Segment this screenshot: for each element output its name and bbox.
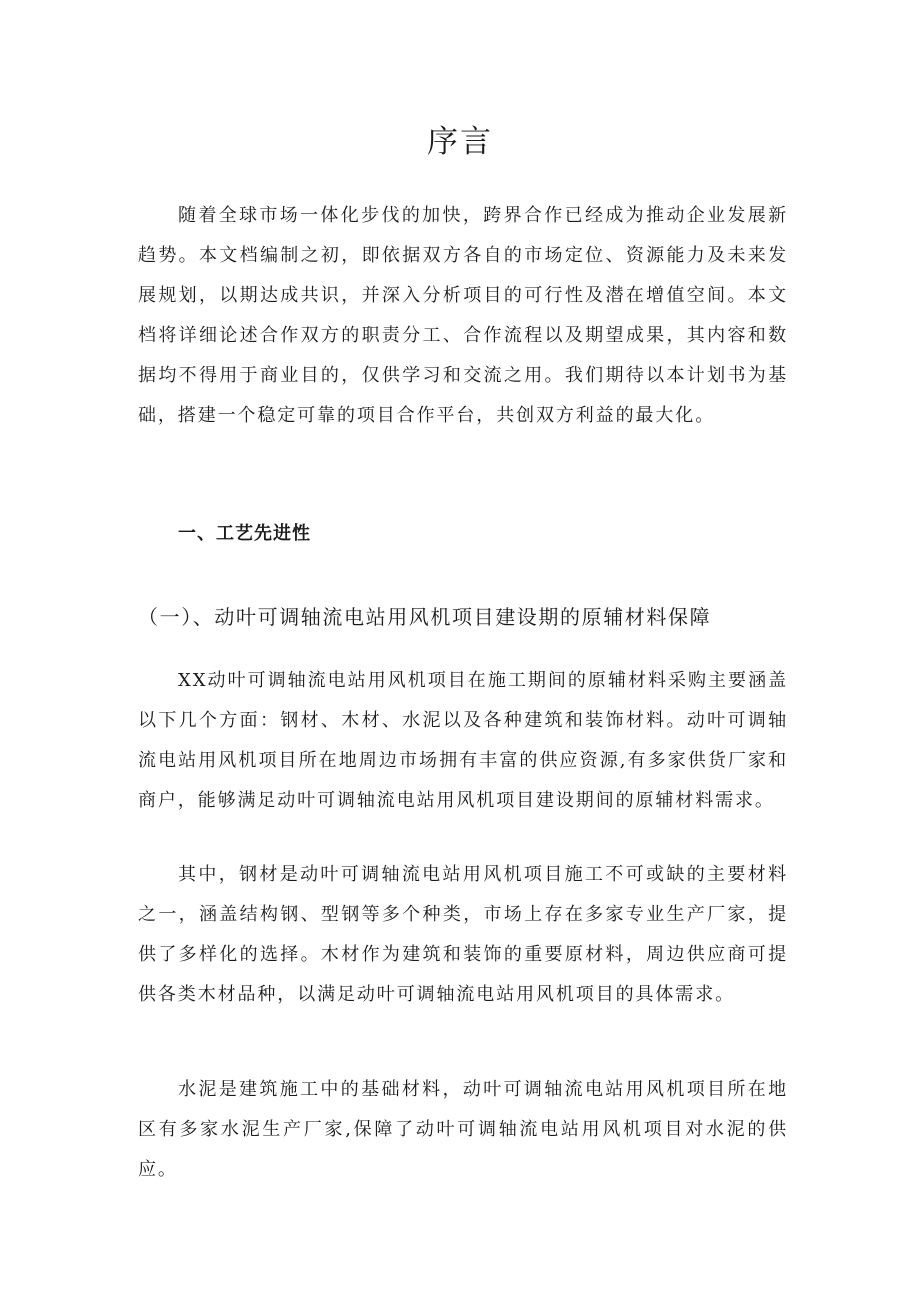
subsection-heading: （一）、动叶可调轴流电站用风机项目建设期的原辅材料保障 [138, 605, 712, 629]
intro-paragraph: 随着全球市场一体化步伐的加快，跨界合作已经成为推动企业发展新趋势。本文档编制之初，即依据双方各自的市场定位、资源能力及未来发展规划，以期达成共识，并深入分析项目的可行性及潜在增值空间。本文档将详细论述合作双方的职责分工、合作流程以及期望成果，其内容和数据均不得用于商业目的，仅供学习和交流之用。我们期待以本计划书为基础，搭建一个稳定可靠的项目合作平台，共创双方利益的最大化。 [138, 205, 788, 426]
page-title: 序言 [427, 124, 493, 160]
body-paragraph-cement: 水泥是建筑施工中的基础材料，动叶可调轴流电站用风机项目所在地区有多家水泥生产厂家,保障了动叶可调轴流电站用风机项目对水泥的供应。 [138, 1079, 788, 1180]
body-paragraph-steel-wood: 其中，钢材是动叶可调轴流电站用风机项目施工不可或缺的主要材料之一，涵盖结构钢、型钢等多个种类，市场上存在多家专业生产厂家，提供了多样化的选择。木材作为建筑和装饰的重要原材料，周边供应商可提供各类木材品种，以满足动叶可调轴流电站用风机项目的具体需求。 [138, 864, 788, 1005]
body-paragraph-materials-overview: XX动叶可调轴流电站用风机项目在施工期间的原辅材料采购主要涵盖以下几个方面：钢材、木材、水泥以及各种建筑和装饰材料。动叶可调轴流电站用风机项目所在地周边市场拥有丰富的供应资源,有多家供货厂家和商户，能够满足动叶可调轴流电站用风机项目建设期间的原辅材料需求。 [138, 670, 788, 811]
section-heading: 一、工艺先进性 [178, 523, 311, 544]
